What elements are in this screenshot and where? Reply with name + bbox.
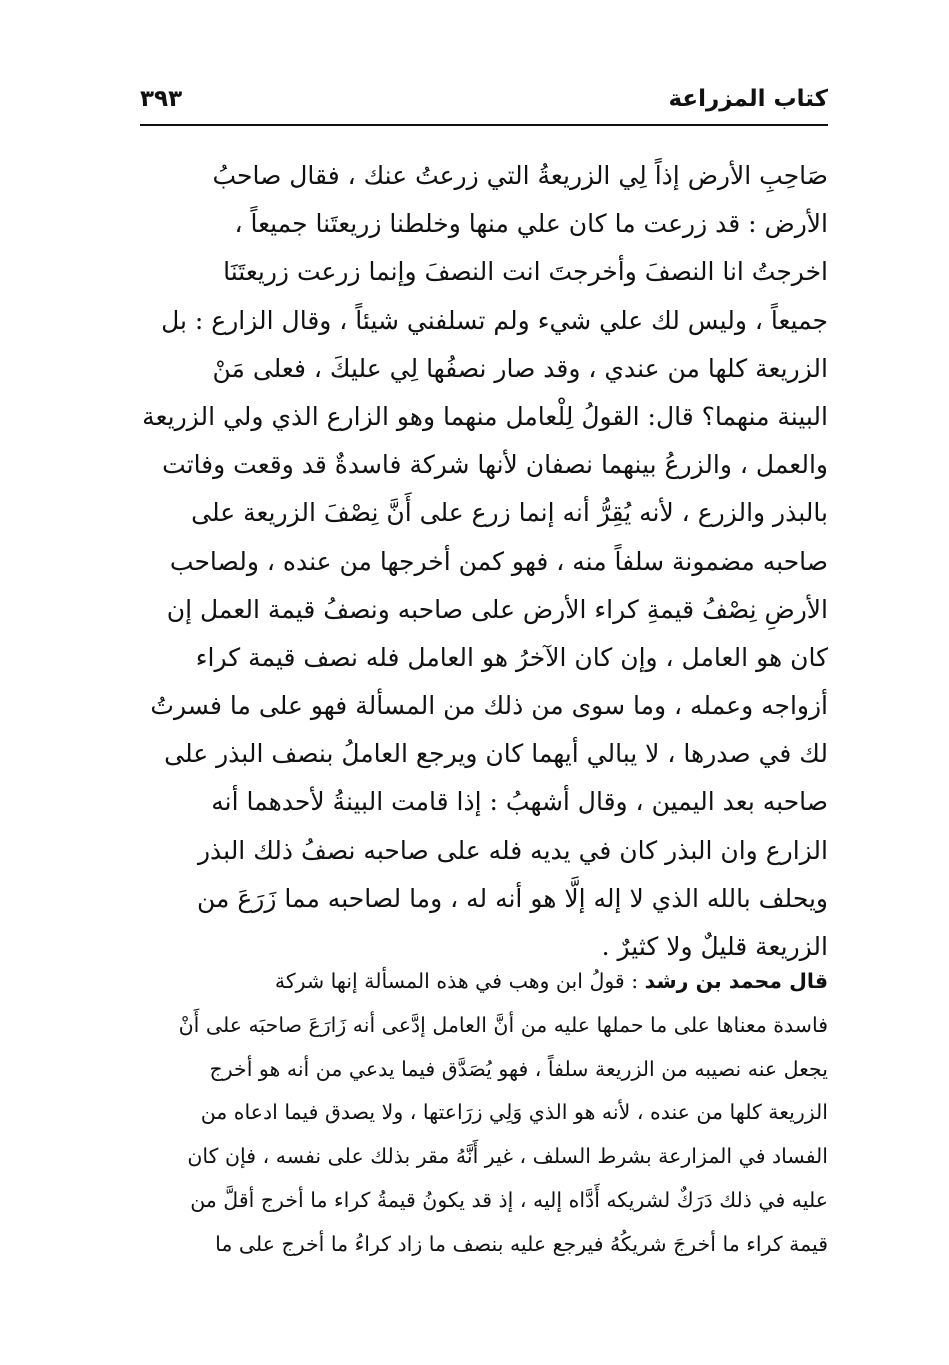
commentary-line: قيمة كراء ما أخرجَ شريكُهُ فيرجع عليه بنصف ما زاد كراءُ ما أخرج على ما bbox=[215, 1231, 828, 1256]
commentary-line: يجعل عنه نصيبه من الزريعة سلفاً ، فهو يُصَدَّق فيما يدعي من أنه هو أخرج bbox=[209, 1056, 828, 1081]
commentary-first-line bbox=[140, 960, 828, 1004]
text-line: الأرضِ نِصْفُ قيمةِ كراء الأرض على صاحبه ونصفُ قيمة العمل إن bbox=[166, 594, 828, 624]
text-line: لك في صدرها ، لا يبالي أيهما كان ويرجع العاملُ بنصف البذر على bbox=[164, 739, 828, 769]
text-line: صَاحِبِ الأرض إذاً لِي الزريعةُ التي زرعتُ عنك ، فقال صاحبُ bbox=[212, 161, 828, 190]
text-line: الزريعة كلها من عندي ، وقد صار نصفُها لِي عليكَ ، فعلى مَنْ bbox=[212, 353, 828, 383]
text-line: بالبذر والزرع ، لأنه يُقِرُّ أنه إنما زرع على أَنَّ نِصْفَ الزريعة على bbox=[191, 498, 828, 528]
commentary-author: قال محمد بن رشد bbox=[644, 969, 828, 993]
text-line: ويحلف بالله الذي لا إله إلَّا هو أنه له ، وما لصاحبه مما زَرَعَ من bbox=[197, 883, 828, 913]
commentary-line: الفساد في المزارعة بشرط السلف ، غير أَنَّهُ مقر بذلك على نفسه ، فإن كان bbox=[187, 1144, 828, 1169]
commentary-line: الزريعة كلها من عنده ، لأنه هو الذي وَلِي زرَاعتها ، ولا يصدق فيما ادعاه من bbox=[200, 1100, 828, 1125]
running-title: كتاب المزراعة bbox=[668, 86, 828, 112]
text-line: الأرض : قد زرعت ما كان علي منها وخلطنا زريعتَنا جميعاً ، bbox=[234, 209, 828, 239]
text-line: الزريعة قليلٌ ولا كثيرٌ . bbox=[601, 932, 828, 961]
text-line: والعمل ، والزرعُ بينهما نصفان لأنها شركة فاسدةٌ قد وقعت وفاتت bbox=[162, 450, 828, 480]
page-number: ٣٩٣ bbox=[140, 86, 183, 112]
commentary-line: عليه في ذلك دَرَكٌ لشريكه أَدَّاه إليه ، إذ قد يكونُ قيمةُ كراء ما أخرج أقلَّ من bbox=[190, 1187, 828, 1212]
text-line: كان هو العامل ، وإن كان الآخرُ هو العامل فله نصف قيمة كراء bbox=[195, 642, 828, 672]
header-divider bbox=[140, 124, 828, 126]
main-text-block bbox=[140, 152, 828, 971]
page-header bbox=[140, 78, 828, 122]
text-line: جميعاً ، وليس لك علي شيء ولم تسلفني شيئاً ، وقال الزارع : بل bbox=[161, 305, 828, 335]
text-line: اخرجتُ انا النصفَ وأخرجتَ انت النصفَ وإنما زرعت زريعتَنَا bbox=[223, 257, 828, 287]
text-line: البينة منهما؟ قال: القولُ لِلْعامل منهما وهو الزارع الذي ولي الزريعة bbox=[142, 401, 828, 431]
commentary-first-line-text: : قولُ ابن وهب في هذه المسألة إنها شركة bbox=[274, 969, 645, 993]
text-line: صاحبه مضمونة سلفاً منه ، فهو كمن أخرجها من عنده ، ولصاحب bbox=[169, 546, 828, 576]
text-line: الزارع وان البذر كان في يديه فله على صاحبه نصفُ ذلك البذر bbox=[197, 835, 828, 865]
commentary-block bbox=[140, 960, 828, 1267]
commentary-line: فاسدة معناها على ما حملها عليه من أنَّ العامل إدَّعى أنه زَارَعَ صاحبَه على أَنْ bbox=[178, 1012, 828, 1037]
text-line: أزواجه وعمله ، وما سوى من ذلك من المسألة فهو على ما فسرتُ bbox=[150, 691, 828, 721]
text-line: صاحبه بعد اليمين ، وقال أشهبُ : إذا قامت البينةُ لأحدهما أنه bbox=[211, 787, 828, 817]
